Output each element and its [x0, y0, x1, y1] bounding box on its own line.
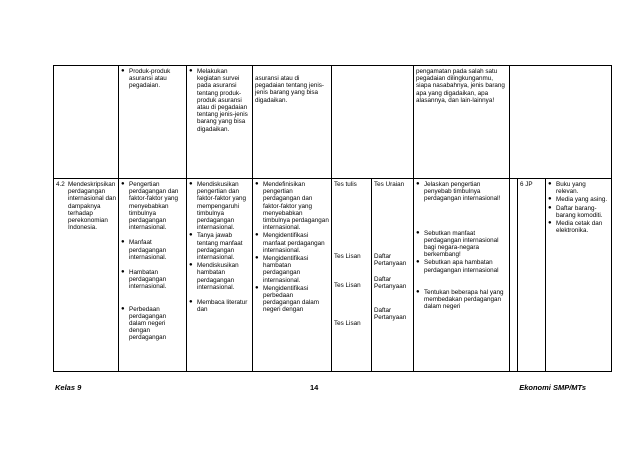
kd-number: 4.2	[56, 181, 65, 188]
bullet-icon: ●	[121, 239, 125, 246]
bullet-icon: ●	[121, 181, 125, 187]
bentuk-cell	[372, 179, 414, 372]
bullet-icon: ●	[548, 204, 552, 211]
table-row	[54, 66, 612, 179]
list-item	[548, 205, 609, 219]
bullet-icon: ●	[189, 68, 193, 74]
bullet-icon: ●	[416, 229, 420, 236]
sumber-text: Buku yang relevan.	[556, 181, 586, 196]
list-item	[255, 232, 329, 254]
list-item	[121, 181, 184, 231]
pembelajaran-text: Membaca literatur dan	[197, 299, 248, 314]
bentuk-text: Tes Uraian	[374, 181, 405, 188]
pembelajaran-cell	[187, 179, 253, 372]
bullet-icon: ●	[189, 299, 193, 306]
contoh-cell	[414, 66, 510, 179]
teknik-text: Tes Lisan	[334, 253, 361, 261]
list-item	[121, 68, 184, 90]
list-item	[189, 232, 250, 261]
waktu-text: 6 JP	[520, 181, 533, 188]
bullet-icon: ●	[416, 259, 420, 266]
indikator-cell	[253, 179, 332, 372]
bullet-icon: ●	[121, 269, 125, 276]
list-item	[189, 262, 250, 291]
sumber-text: Media yang asing.	[556, 196, 608, 204]
indikator-text: Mengidentifikasi manfaat perdagangan internasional.	[263, 232, 325, 254]
bullet-icon: ●	[548, 196, 552, 203]
indikator-text: asuransi atau di pegadaian tentang jenis-jenis barang yang bisa digadaikan.	[255, 75, 324, 104]
pembelajaran-text: Melakukan kegiatan survei pada asuransi tentang produk-produk asuransi atau di pegadaian tentang jenis-jenis barang yang bisa digadaikan.	[197, 68, 248, 133]
list-item	[548, 220, 609, 234]
pembelajaran-cell	[187, 66, 253, 179]
list-item	[255, 285, 329, 314]
materi-text: Pengertian perdagangan dan faktor-faktor yang menyebabkan timbulnya perdagangan internasional.	[129, 181, 179, 232]
waktu-cell	[518, 179, 546, 372]
list-item	[189, 181, 250, 231]
page-number: 14	[310, 383, 319, 392]
list-item	[121, 269, 184, 291]
teknik-cell	[332, 179, 372, 372]
pembelajaran-text: Tanya jawab tentang manfaat perdagangan internasional.	[197, 232, 243, 262]
bentuk-text: Daftar Pertanyaan	[374, 307, 407, 322]
footer-class: Kelas 9	[55, 383, 82, 392]
kd-cell	[54, 66, 119, 179]
kd-text: Mendeskripsikan perdagangan internasional dan dampaknya terhadap perekonomian Indonesia.	[68, 181, 116, 232]
list-item	[416, 289, 507, 311]
bullet-icon: ●	[255, 284, 259, 291]
bentuk-text: Daftar Pertanyaan	[374, 253, 407, 268]
bullet-icon: ●	[548, 220, 552, 227]
indikator-cell	[253, 66, 332, 179]
materi-text: Perbedaan perdagangan dalam negeri dengan perdagangan	[129, 305, 167, 342]
list-item	[121, 239, 184, 261]
waktu-cell	[510, 66, 612, 179]
pembelajaran-text: Mendiskusikan pengertian dan faktor-faktor yang mempengaruhi timbulnya perdagangan internasional.	[197, 181, 246, 232]
list-item	[548, 196, 609, 203]
bentuk-text: Daftar Pertanyaan	[374, 275, 407, 290]
bullet-icon: ●	[189, 232, 193, 239]
indikator-text: Mengidentifikasi hambatan perdagangan internasional.	[263, 255, 309, 284]
pembelajaran-text: Mendiskusikan hambatan perdagangan internasional.	[197, 262, 239, 291]
list-item	[255, 255, 329, 284]
list-item	[416, 181, 507, 203]
list-item	[416, 259, 507, 273]
bullet-icon: ●	[548, 181, 552, 187]
list-item	[189, 68, 250, 133]
indikator-text: Mendefinisikan pengertian perdagangan dan faktor-faktor yang menyebabkan timbulnya perdagangan internasional.	[263, 181, 329, 232]
bullet-icon: ●	[189, 262, 193, 269]
list-item	[255, 181, 329, 231]
bullet-icon: ●	[416, 288, 420, 295]
teknik-cell	[332, 66, 414, 179]
bullet-icon: ●	[255, 181, 259, 187]
contoh-cell	[414, 179, 510, 372]
bullet-icon: ●	[189, 181, 193, 187]
materi-text: Produk-produk asuransi atau pegadaian.	[129, 68, 171, 90]
materi-cell	[119, 179, 187, 372]
materi-cell	[119, 66, 187, 179]
bullet-icon: ●	[121, 305, 125, 312]
list-item	[121, 306, 184, 342]
materi-text: Manfaat perdagangan internasional.	[129, 239, 167, 261]
sumber-text: Daftar barang-barang komoditi.	[556, 204, 603, 219]
list-item	[416, 230, 507, 259]
contoh-text: Sebutkan manfaat perdagangan internasional bagi negara-negara berkembang!	[424, 229, 499, 259]
contoh-text: pengamatan pada salah satu pegadaian dilingkunganmu, siapa nasabahnya, jenis barang apa yang digadaikan, apa alasannya, dan lain-lainnya!	[416, 68, 505, 104]
sumber-cell	[546, 179, 612, 372]
footer-subject: Ekonomi SMP/MTs	[519, 383, 586, 392]
table-row	[54, 179, 612, 372]
syllabus-table	[53, 65, 612, 372]
indikator-text: Mengidentifikasi perbedaan perdagangan dalam negeri dengan	[263, 284, 320, 314]
contoh-text: Jelaskan pengertian penyebab timbulnya perdagangan internasional!	[424, 181, 501, 203]
sumber-text: Media cetak dan elektronika.	[556, 220, 603, 235]
teknik-text: Tes Lisan	[334, 319, 361, 327]
bullet-icon: ●	[255, 232, 259, 239]
list-item	[548, 181, 609, 195]
bullet-icon: ●	[416, 181, 420, 187]
spacer-cell	[510, 179, 518, 372]
bullet-icon: ●	[255, 255, 259, 262]
teknik-text: Tes tulis	[334, 181, 357, 188]
kd-cell	[54, 179, 119, 372]
list-item	[189, 299, 250, 313]
teknik-text: Tes Lisan	[334, 282, 361, 290]
materi-text: Hambatan perdagangan internasional.	[129, 269, 167, 291]
bullet-icon: ●	[121, 68, 125, 74]
contoh-text: Sebutkan apa hambatan perdagangan internasional	[424, 259, 499, 274]
contoh-text: Tentukan beberapa hal yang membedakan perdagangan dalam negeri	[424, 288, 504, 311]
